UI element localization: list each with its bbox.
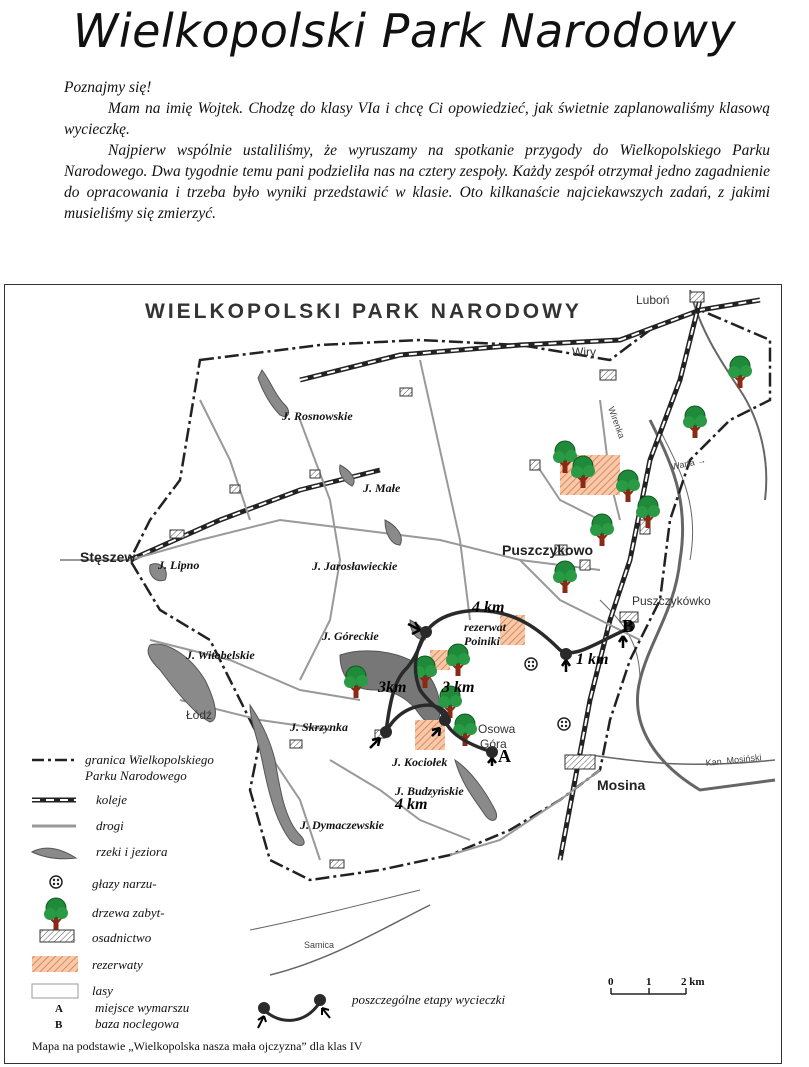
distance-3km-b: 3 km [442,679,475,696]
legend-b-label: baza noclegowa [95,1016,180,1031]
legend-forests: lasy [92,983,113,998]
scale-1: 1 [646,976,652,988]
marker-b: B [622,616,635,636]
river-samica: Samica [304,940,335,950]
river-warta: Warta → [670,454,707,472]
legend-roads: drogi [96,818,124,833]
legend-reserves: rezerwaty [92,957,143,972]
map-source: Mapa na podstawie „Wielkopolska nasza mała ojczyzna” dla klas IV [32,1039,363,1053]
lake-budzynskie: J. Budzyńskie [395,784,464,798]
legend-boulders: głazy narzu- [92,876,157,891]
distance-4km-bottom: 4 km [395,796,428,813]
lake-male: J. Małe [363,481,401,495]
town-puszczykowko: Puszczykówko [632,594,711,608]
town-wiry: Wiry [572,345,596,359]
intro-greeting: Poznajmy się! [64,79,152,96]
railways [130,300,760,860]
distance-4km-top: 4 km [472,599,505,616]
intro-paragraph-1: Mam na imię Wojtek. Chodzę do klasy VIa i chcę Ci opowiedzieć, jak świetnie zaplanowaliśmy klasową wycieczkę. [64,100,770,138]
distance-3km-a: 3km [378,679,407,696]
map-title: WIELKOPOLSKI PARK NARODOWY [145,300,582,323]
lake-jaroslawieckie: J. Jarosławieckie [312,559,398,573]
town-puszczykowo: Puszczykowo [502,542,594,558]
river-kan-mosinski: Kan. Mosiński [705,752,762,768]
legend-border-line1: granica Wielkopolskiego [85,752,214,767]
town-gora: Góra [480,737,507,751]
reserve-label-line2: Poiniki [464,634,501,648]
town-lubon: Luboń [636,293,670,307]
lake-goreckie: J. Góreckie [322,629,379,643]
town-steszew: Stęszew [80,549,136,565]
legend-border-line2: Parku Narodowego [85,768,187,783]
page-title: Wielkopolski Park Narodowy [72,4,737,58]
town-mosina: Mosina [597,777,646,793]
lake-lipno: J. Lipno [158,558,200,572]
lake-witobelskie: J. Witobelskie [186,648,255,662]
legend-water: rzeki i jeziora [96,844,168,859]
lakes [148,370,497,845]
legend [32,752,705,1031]
distance-1km: 1 km [576,651,609,668]
scale-0: 0 [608,976,614,988]
lake-rosnowskie: J. Rosnowskie [282,409,353,423]
town-osowa: Osowa [478,722,516,736]
legend-trees: drzewa zabyt- [92,905,165,920]
river-wirenka: Wirenka [606,405,627,440]
lake-skrzynka: J. Skrzynka [290,720,349,734]
intro-paragraph-2: Najpierw wspólnie ustaliliśmy, że wyruszamy na spotkanie przygody do Wielkopolskiego Parku Narodowego. Dwa tygodnie temu pani podzieliła nas na cztery zespoły. Każdy zespół otrzymał jedno zagadnienie do opracowania i trzeba było wyniki przedstawić w klasie. Oto kilkanaście najciekawszych zadań, z jakimi musieliśmy się zmierzyć. [64,142,770,222]
town-lodz: Łódź [186,708,213,722]
legend-a-key: A [55,1003,63,1015]
legend-stages: poszczególne etapy wycieczki [352,992,506,1007]
legend-settlement: osadnictwo [92,930,152,945]
legend-b-key: B [55,1019,63,1031]
lake-kociolek: J. Kociołek [392,755,448,769]
scale-2km: 2 km [681,976,705,988]
roads [60,360,640,860]
legend-rail: koleje [96,792,128,807]
lake-dymaczewskie: J. Dymaczewskie [300,818,384,832]
erratic-boulders [525,658,570,730]
reserve-label-line1: rezerwat [464,620,506,634]
marker-a: A [498,746,511,766]
legend-a-label: miejsce wymarszu [95,1000,190,1015]
